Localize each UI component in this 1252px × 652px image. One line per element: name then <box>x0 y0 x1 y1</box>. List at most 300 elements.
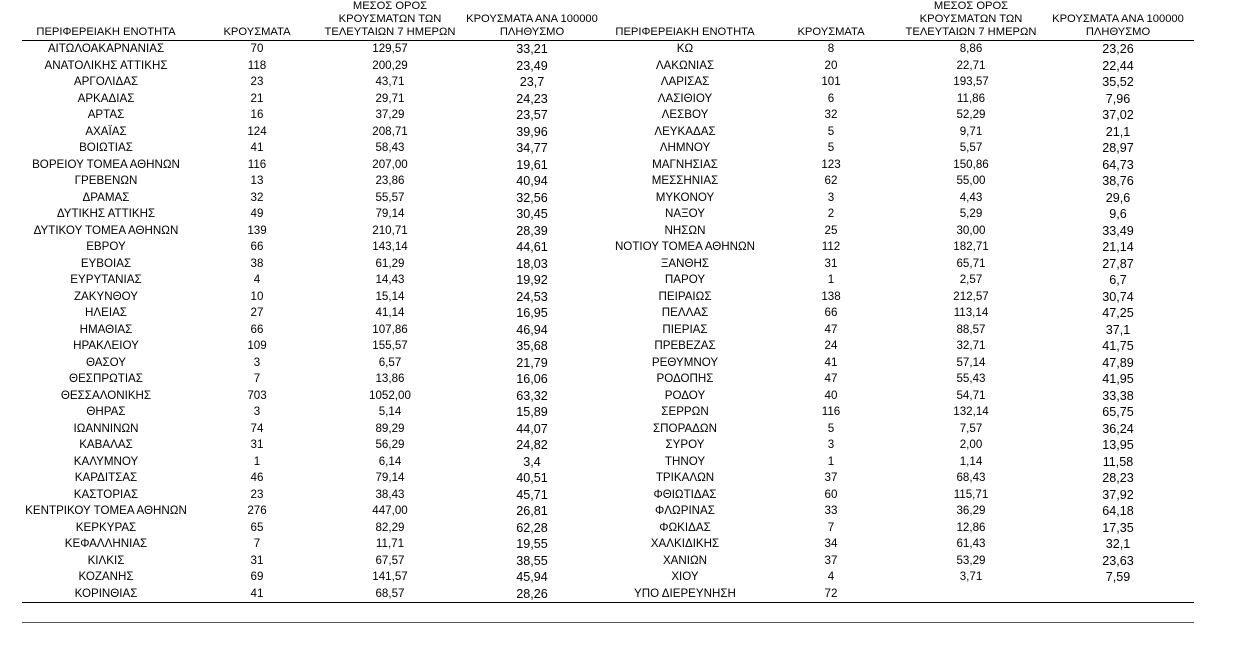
avg-cell <box>900 586 1042 603</box>
cases-cell: 10 <box>250 289 264 303</box>
rate-cell: 38,76 <box>1102 174 1134 188</box>
avg-cell: 89,29 <box>375 421 405 435</box>
region-cell: ΙΩΑΝΝΙΝΩΝ <box>73 421 139 435</box>
avg-cell: 23,86 <box>375 174 405 187</box>
cases-cell: 34 <box>824 537 838 550</box>
header-avg-left: ΜΕΣΟΣ ΟΡΟΣ ΚΡΟΥΣΜΑΤΩΝ ΤΩΝ ΤΕΛΕΥΤΑΙΩΝ 7 ΗΜΕΡΩΝ <box>324 0 456 41</box>
cases-cell: 72 <box>762 586 900 603</box>
cases-cell: 3 <box>253 355 261 369</box>
rate-cell: 35,52 <box>1102 75 1134 89</box>
region-cell: ΚΕΦΑΛΛΗΝΙΑΣ <box>64 537 148 550</box>
avg-cell: 12,86 <box>956 520 986 534</box>
table-row <box>22 487 1194 504</box>
region-cell: ΠΕΙΡΑΙΩΣ <box>658 289 712 303</box>
cases-cell: 3 <box>827 438 835 451</box>
table-row <box>22 173 1194 190</box>
avg-cell: 5,14 <box>378 405 402 418</box>
rate-cell: 64,18 <box>1102 504 1134 518</box>
avg-cell: 132,14 <box>953 405 989 418</box>
rate-cell: 19,55 <box>516 537 548 551</box>
region-cell: ΗΛΕΙΑΣ <box>85 306 127 319</box>
avg-cell: 1,14 <box>959 454 983 468</box>
avg-cell: 150,86 <box>953 157 989 171</box>
table-row <box>22 58 1194 75</box>
region-cell: ΘΕΣΠΡΩΤΙΑΣ <box>69 372 143 385</box>
rate-cell: 23,63 <box>1102 553 1134 568</box>
rate-cell: 37,92 <box>1102 487 1134 502</box>
avg-cell: 9,71 <box>959 124 983 138</box>
rate-cell: 37,02 <box>1102 108 1134 122</box>
avg-cell: 41,14 <box>375 306 405 319</box>
cases-cell: 116 <box>247 157 267 171</box>
table-row <box>22 520 1194 537</box>
region-cell: ΜΑΓΝΗΣΙΑΣ <box>652 157 718 171</box>
rate-cell: 18,03 <box>516 256 548 271</box>
cases-cell: 32 <box>824 108 838 121</box>
avg-cell: 143,14 <box>372 240 408 253</box>
rate-cell: 32,1 <box>1105 537 1131 551</box>
avg-cell: 212,57 <box>953 289 989 303</box>
rate-cell: 33,49 <box>1102 223 1134 238</box>
rate-cell: 22,44 <box>1102 58 1134 73</box>
table-row <box>22 470 1194 487</box>
rate-cell: 13,95 <box>1102 438 1134 452</box>
cases-cell: 31 <box>824 256 838 270</box>
rate-cell: 27,87 <box>1102 256 1134 271</box>
avg-cell: 207,00 <box>372 157 408 171</box>
avg-cell: 113,14 <box>953 306 989 319</box>
rate-cell: 34,77 <box>516 141 548 155</box>
rate-cell: 11,58 <box>1102 454 1134 469</box>
cases-cell: 40 <box>824 388 838 402</box>
avg-cell: 200,29 <box>372 58 408 72</box>
bottom-rule <box>22 622 1194 623</box>
region-cell: ΛΑΚΩΝΙΑΣ <box>655 58 715 72</box>
table-header <box>22 0 1194 41</box>
table-row <box>22 404 1194 421</box>
avg-cell: 208,71 <box>372 124 408 138</box>
avg-cell: 7,57 <box>959 421 983 435</box>
rate-cell: 37,1 <box>1105 322 1131 337</box>
region-cell: ΤΗΝΟΥ <box>664 454 706 468</box>
region-cell: ΛΑΡΙΣΑΣ <box>660 75 710 88</box>
cases-cell: 41 <box>190 586 324 603</box>
avg-cell: 54,71 <box>956 388 986 402</box>
cases-cell: 25 <box>824 223 838 237</box>
cases-report-sheet <box>22 0 1194 603</box>
avg-cell: 29,71 <box>375 91 405 105</box>
cases-cell: 23 <box>250 487 264 501</box>
table-row <box>22 553 1194 570</box>
region-cell: ΒΟΙΩΤΙΑΣ <box>79 141 133 154</box>
avg-cell: 14,43 <box>375 273 405 286</box>
rate-cell <box>1042 586 1194 603</box>
avg-cell: 141,57 <box>372 570 408 583</box>
region-cell: ΧΙΟΥ <box>671 570 699 583</box>
avg-cell: 5,29 <box>959 207 983 220</box>
table-row <box>22 140 1194 157</box>
rate-cell: 21,79 <box>516 355 548 370</box>
table-row <box>22 190 1194 207</box>
cases-cell: 32 <box>250 190 264 204</box>
region-cell: ΚΩ <box>676 42 694 55</box>
region-cell: ΗΜΑΘΙΑΣ <box>79 322 133 336</box>
rate-cell: 41,95 <box>1102 372 1134 386</box>
avg-cell: 107,86 <box>372 322 408 336</box>
avg-cell: 129,57 <box>372 42 408 55</box>
rate-cell: 30,74 <box>1102 289 1134 304</box>
region-cell: ΚΑΡΔΙΤΣΑΣ <box>74 471 138 484</box>
header-avg-right: ΜΕΣΟΣ ΟΡΟΣ ΚΡΟΥΣΜΑΤΩΝ ΤΩΝ ΤΕΛΕΥΤΑΙΩΝ 7 ΗΜΕΡΩΝ <box>900 0 1042 41</box>
cases-cell: 23 <box>250 75 264 88</box>
region-cell: ΔΥΤΙΚΟΥ ΤΟΜΕΑ ΑΘΗΝΩΝ <box>33 223 179 237</box>
table-row <box>22 421 1194 438</box>
rate-cell: 45,94 <box>516 570 548 584</box>
rate-cell: 23,57 <box>516 108 548 122</box>
avg-cell: 30,00 <box>956 223 986 237</box>
cases-cell: 8 <box>827 42 835 55</box>
avg-cell: 56,29 <box>375 438 405 451</box>
region-cell: ΤΡΙΚΑΛΩΝ <box>655 471 715 484</box>
region-cell: ΔΥΤΙΚΗΣ ΑΤΤΙΚΗΣ <box>56 207 156 220</box>
rate-cell: 21,1 <box>1105 124 1131 139</box>
region-cell: ΥΠΟ ΔΙΕΡΕΥΝΗΣΗ <box>608 586 762 603</box>
rate-cell: 38,55 <box>516 553 548 568</box>
cases-cell: 112 <box>821 240 841 253</box>
avg-cell: 53,29 <box>956 553 986 567</box>
cases-cell: 60 <box>824 487 838 501</box>
header-cases-left: ΚΡΟΥΣΜΑΤΑ <box>190 0 324 41</box>
rate-cell: 28,39 <box>516 223 548 238</box>
cases-cell: 4 <box>827 570 835 583</box>
rate-cell: 26,81 <box>516 504 548 518</box>
cases-cell: 24 <box>824 339 838 352</box>
table-row <box>22 223 1194 240</box>
rate-cell: 30,45 <box>516 207 548 221</box>
region-cell: ΑΡΚΑΔΙΑΣ <box>77 91 135 105</box>
avg-cell: 58,43 <box>375 141 405 154</box>
rate-cell: 45,71 <box>516 487 548 502</box>
rate-cell: 29,6 <box>1105 190 1131 205</box>
rate-cell: 40,94 <box>516 174 548 188</box>
table-row <box>22 454 1194 471</box>
avg-cell: 79,14 <box>375 471 405 484</box>
region-cell: ΕΥΒΟΙΑΣ <box>80 256 132 270</box>
rate-cell: 24,53 <box>516 289 548 304</box>
rate-cell: 16,06 <box>516 372 548 386</box>
region-cell: ΠΙΕΡΙΑΣ <box>662 322 708 336</box>
rate-cell: 19,92 <box>516 273 548 287</box>
rate-cell: 23,49 <box>516 58 548 73</box>
region-cell: ΛΕΣΒΟΥ <box>661 108 709 121</box>
cases-cell: 3 <box>253 405 261 418</box>
cases-cell: 27 <box>250 306 264 319</box>
region-cell: ΝΑΞΟΥ <box>664 207 706 220</box>
cases-cell: 2 <box>827 207 835 220</box>
avg-cell: 6,14 <box>378 454 402 468</box>
avg-cell: 2,57 <box>959 273 983 286</box>
region-cell: ΑΧΑΪΑΣ <box>85 124 127 138</box>
rate-cell: 47,25 <box>1102 306 1134 320</box>
table-row <box>22 41 1194 58</box>
table-row <box>22 305 1194 322</box>
cases-cell: 38 <box>250 256 264 270</box>
cases-cell: 276 <box>247 504 267 517</box>
table-row <box>22 256 1194 273</box>
region-cell: ΞΑΝΘΗΣ <box>660 256 710 270</box>
avg-cell: 2,00 <box>959 438 983 451</box>
table-row <box>22 569 1194 586</box>
region-cell: ΡΟΔΟΥ <box>664 388 706 402</box>
region-cell: ΔΡΑΜΑΣ <box>82 190 130 204</box>
cases-cell: 1 <box>253 454 261 468</box>
avg-cell: 79,14 <box>375 207 405 220</box>
avg-cell: 55,00 <box>956 174 986 187</box>
region-cell: ΑΡΤΑΣ <box>87 108 125 121</box>
table-row <box>22 371 1194 388</box>
cases-cell: 118 <box>247 58 267 72</box>
rate-cell: 17,35 <box>1102 520 1134 535</box>
region-cell: ΝΟΤΙΟΥ ΤΟΜΕΑ ΑΘΗΝΩΝ <box>614 240 756 253</box>
region-cell: ΠΑΡΟΥ <box>664 273 706 286</box>
cases-cell: 66 <box>250 322 264 336</box>
cases-cell: 116 <box>821 405 841 418</box>
rate-cell: 28,23 <box>1102 471 1134 485</box>
region-cell: ΘΕΣΣΑΛΟΝΙΚΗΣ <box>60 388 152 402</box>
region-cell: ΣΕΡΡΩΝ <box>661 405 709 418</box>
table-body <box>22 41 1194 603</box>
region-cell: ΑΙΤΩΛΟΑΚΑΡΝΑΝΙΑΣ <box>47 42 165 55</box>
cases-cell: 1 <box>827 454 835 468</box>
avg-cell: 82,29 <box>375 520 405 534</box>
rate-cell: 23,26 <box>1102 42 1134 56</box>
avg-cell: 32,71 <box>956 339 986 352</box>
avg-cell: 55,43 <box>956 372 986 385</box>
region-cell: ΓΡΕΒΕΝΩΝ <box>74 174 138 187</box>
cases-cell: 70 <box>250 42 264 55</box>
region-cell: ΛΗΜΝΟΥ <box>659 141 711 154</box>
avg-cell: 65,71 <box>956 256 986 270</box>
table-row <box>22 289 1194 306</box>
region-cell: ΘΗΡΑΣ <box>86 405 126 418</box>
rate-cell: 23,7 <box>519 75 545 89</box>
rate-cell: 3,4 <box>523 454 541 469</box>
rate-cell: 46,94 <box>516 322 548 337</box>
table-row <box>22 272 1194 289</box>
region-cell: ΚΕΡΚΥΡΑΣ <box>75 520 137 534</box>
cases-cell: 5 <box>827 124 835 138</box>
cases-cell: 20 <box>824 58 838 72</box>
header-region-left: ΠΕΡΙΦΕΡΕΙΑΚΗ ΕΝΟΤΗΤΑ <box>22 0 190 41</box>
region-cell: ΡΟΔΟΠΗΣ <box>656 372 714 385</box>
avg-cell: 22,71 <box>956 58 986 72</box>
cases-cell: 123 <box>821 157 841 171</box>
rate-cell: 62,28 <box>516 520 548 535</box>
region-cell: ΠΡΕΒΕΖΑΣ <box>654 339 716 352</box>
rate-cell: 15,89 <box>516 405 548 419</box>
rate-cell: 7,59 <box>1105 570 1131 584</box>
cases-cell: 62 <box>824 174 838 187</box>
region-cell: ΛΕΥΚΑΔΑΣ <box>654 124 716 138</box>
avg-cell: 61,29 <box>375 256 405 270</box>
cases-cell: 7 <box>253 372 261 385</box>
rate-cell: 64,73 <box>1102 157 1134 172</box>
cases-cell: 3 <box>827 190 835 204</box>
region-cell: ΑΝΑΤΟΛΙΚΗΣ ΑΤΤΙΚΗΣ <box>44 58 168 72</box>
header-region-right: ΠΕΡΙΦΕΡΕΙΑΚΗ ΕΝΟΤΗΤΑ <box>608 0 762 41</box>
avg-cell: 8,86 <box>959 42 983 55</box>
avg-cell: 11,71 <box>375 537 405 550</box>
cases-cell: 13 <box>250 174 264 187</box>
cases-cell: 41 <box>824 355 838 369</box>
cases-cell: 33 <box>824 504 838 517</box>
cases-cell: 5 <box>827 421 835 435</box>
avg-cell: 68,43 <box>956 471 986 484</box>
region-cell: ΖΑΚΥΝΘΟΥ <box>73 289 139 303</box>
avg-cell: 182,71 <box>953 240 989 253</box>
region-cell: ΑΡΓΟΛΙΔΑΣ <box>73 75 139 88</box>
table-row <box>22 322 1194 339</box>
table-row <box>22 157 1194 174</box>
rate-cell: 44,61 <box>516 240 548 254</box>
header-rate-left: ΚΡΟΥΣΜΑΤΑ ΑΝΑ 100000 ΠΛΗΘΥΣΜΟ <box>456 0 608 41</box>
avg-cell: 5,57 <box>959 141 983 154</box>
cases-cell: 31 <box>250 553 264 567</box>
table-row <box>22 91 1194 108</box>
rate-cell: 7,96 <box>1105 91 1131 106</box>
cases-cell: 139 <box>247 223 267 237</box>
table-row <box>22 388 1194 405</box>
cases-cell: 109 <box>247 339 267 352</box>
avg-cell: 52,29 <box>956 108 986 121</box>
table-row <box>22 107 1194 124</box>
rate-cell: 40,51 <box>516 471 548 485</box>
table-row <box>22 536 1194 553</box>
avg-cell: 36,29 <box>956 504 986 517</box>
cases-cell: 46 <box>250 471 264 484</box>
region-cell: ΗΡΑΚΛΕΙΟΥ <box>73 339 139 352</box>
avg-cell: 15,14 <box>375 289 405 303</box>
avg-cell: 3,71 <box>959 570 983 583</box>
region-cell: ΦΩΚΙΔΑΣ <box>659 520 711 534</box>
avg-cell: 55,57 <box>375 190 405 204</box>
rate-cell: 36,24 <box>1102 421 1134 436</box>
cases-cell: 101 <box>821 75 841 88</box>
rate-cell: 24,23 <box>516 91 548 106</box>
cases-cell: 47 <box>824 322 838 336</box>
rate-cell: 24,82 <box>516 438 548 452</box>
rate-cell: 35,68 <box>516 339 548 353</box>
rate-cell: 33,38 <box>1102 388 1134 403</box>
region-cell: ΡΕΘΥΜΝΟΥ <box>651 355 719 369</box>
avg-cell: 57,14 <box>956 355 986 369</box>
cases-cell: 138 <box>821 289 841 303</box>
cases-cell: 7 <box>253 537 261 550</box>
cases-cell: 703 <box>247 388 267 402</box>
region-cell: ΕΒΡΟΥ <box>86 240 126 253</box>
table-row <box>22 355 1194 372</box>
rate-cell: 44,07 <box>516 421 548 436</box>
cases-cell: 1 <box>827 273 835 286</box>
table-row <box>22 503 1194 520</box>
region-cell: ΕΥΡΥΤΑΝΙΑΣ <box>70 273 142 286</box>
rate-cell: 6,7 <box>1109 273 1127 287</box>
cases-cell: 31 <box>250 438 264 451</box>
cases-cell: 74 <box>250 421 264 435</box>
cases-by-region-table <box>22 0 1194 603</box>
rate-cell: 9,6 <box>1109 207 1127 221</box>
avg-cell: 61,43 <box>956 537 986 550</box>
region-cell: ΝΗΣΩΝ <box>664 223 706 237</box>
avg-cell: 155,57 <box>372 339 408 352</box>
table-row <box>22 239 1194 256</box>
cases-cell: 21 <box>250 91 264 105</box>
region-cell: ΛΑΣΙΘΙΟΥ <box>657 91 713 105</box>
avg-cell: 37,29 <box>375 108 405 121</box>
table-row <box>22 338 1194 355</box>
avg-cell: 68,57 <box>324 586 456 603</box>
rate-cell: 21,14 <box>1102 240 1134 254</box>
region-cell: ΚΟΖΑΝΗΣ <box>78 570 134 583</box>
rate-cell: 16,95 <box>516 306 548 320</box>
cases-cell: 66 <box>824 306 838 319</box>
avg-cell: 43,71 <box>375 75 405 88</box>
rate-cell: 65,75 <box>1102 405 1134 419</box>
cases-cell: 6 <box>827 91 835 105</box>
table-row <box>22 437 1194 454</box>
avg-cell: 6,57 <box>378 355 402 369</box>
table-row <box>22 206 1194 223</box>
rate-cell: 47,89 <box>1102 355 1134 370</box>
avg-cell: 67,57 <box>375 553 405 567</box>
avg-cell: 447,00 <box>372 504 408 517</box>
avg-cell: 1052,00 <box>369 388 411 402</box>
header-rate-right: ΚΡΟΥΣΜΑΤΑ ΑΝΑ 100000 ΠΛΗΘΥΣΜΟ <box>1042 0 1194 41</box>
avg-cell: 193,57 <box>953 75 989 88</box>
rate-cell: 63,32 <box>516 388 548 403</box>
region-cell: ΚΑΛΥΜΝΟΥ <box>73 454 139 468</box>
avg-cell: 4,43 <box>959 190 983 204</box>
region-cell: ΚΕΝΤΡΙΚΟΥ ΤΟΜΕΑ ΑΘΗΝΩΝ <box>25 504 187 517</box>
region-cell: ΣΥΡΟΥ <box>665 438 705 451</box>
region-cell: ΚΙΛΚΙΣ <box>87 553 125 567</box>
cases-cell: 5 <box>827 141 835 154</box>
avg-cell: 11,86 <box>956 91 986 105</box>
rate-cell: 28,97 <box>1102 141 1134 155</box>
table-row <box>22 124 1194 141</box>
cases-cell: 47 <box>824 372 838 385</box>
region-cell: ΒΟΡΕΙΟΥ ΤΟΜΕΑ ΑΘΗΝΩΝ <box>32 157 180 171</box>
cases-cell: 124 <box>247 124 267 138</box>
region-cell: ΚΑΒΑΛΑΣ <box>79 438 133 451</box>
region-cell: ΠΕΛΛΑΣ <box>661 306 709 319</box>
avg-cell: 115,71 <box>953 487 989 501</box>
cases-cell: 69 <box>250 570 264 583</box>
cases-cell: 37 <box>824 471 838 484</box>
cases-cell: 16 <box>250 108 264 121</box>
region-cell: ΦΛΩΡΙΝΑΣ <box>655 504 715 517</box>
cases-cell: 37 <box>824 553 838 567</box>
region-cell: ΚΑΣΤΟΡΙΑΣ <box>73 487 139 501</box>
rate-cell: 28,26 <box>456 586 608 603</box>
region-cell: ΚΟΡΙΝΘΙΑΣ <box>22 586 190 603</box>
rate-cell: 41,75 <box>1102 339 1134 353</box>
rate-cell: 32,56 <box>516 190 548 205</box>
cases-cell: 49 <box>250 207 264 220</box>
avg-cell: 88,57 <box>956 322 986 336</box>
cases-cell: 41 <box>250 141 264 154</box>
table-row <box>22 586 1194 603</box>
